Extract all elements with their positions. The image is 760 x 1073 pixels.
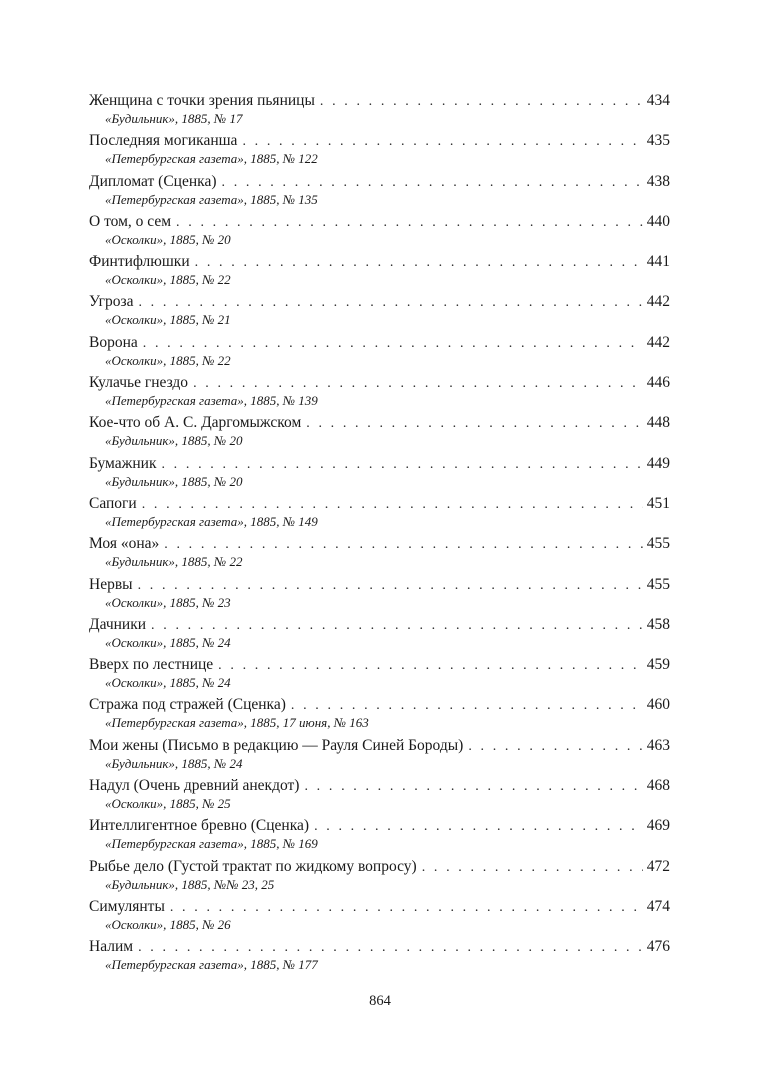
toc-entry-source: «Петербургская газета», 1885, № 122 (105, 151, 318, 167)
toc-entry (89, 615, 670, 655)
toc-entry-title: Ворона (89, 333, 138, 351)
toc-entry-title: Моя «она» (89, 535, 160, 553)
toc-entry (89, 776, 670, 816)
toc-entry-page: 442 (646, 293, 670, 311)
toc-entry-title: Угроза (89, 293, 134, 311)
dot-leader (151, 616, 643, 635)
toc-entry-title: Рыбье дело (Густой трактат по жидкому вопросу) (89, 857, 417, 875)
toc-entry-page: 460 (646, 696, 670, 714)
toc-entry-line (89, 615, 670, 635)
toc-entry-source: «Осколки», 1885, № 22 (105, 352, 231, 368)
dot-leader (222, 173, 643, 192)
dot-leader (138, 293, 642, 312)
toc-entry-page: 459 (646, 656, 670, 674)
toc-entry (89, 172, 670, 212)
toc-entry-line (89, 172, 670, 192)
toc-entry-line (89, 655, 670, 675)
toc-entry-page: 472 (646, 857, 670, 875)
toc-entry-source: «Будильник», 1885, № 24 (105, 755, 243, 771)
toc-entry-page: 434 (646, 92, 670, 109)
toc-entry-page: 469 (646, 817, 670, 835)
toc-entry (89, 937, 670, 977)
dot-leader (314, 817, 643, 836)
toc-entry-title: Стража под стражей (Сценка) (89, 696, 286, 714)
dot-leader (468, 737, 642, 756)
toc-entry-title: Дачники (89, 615, 147, 633)
toc-entry (89, 857, 670, 897)
toc-entry (89, 373, 670, 413)
toc-entry-page: 438 (646, 172, 670, 190)
toc-entry-line (89, 91, 670, 111)
table-of-contents (89, 91, 670, 978)
toc-entry (89, 494, 670, 534)
toc-entry-source: «Осколки», 1885, № 24 (105, 675, 231, 691)
toc-entry-page: 455 (646, 535, 670, 553)
dot-leader (422, 858, 643, 877)
toc-entry-page: 440 (646, 212, 670, 230)
toc-entry-title: Кое-что об А. С. Даргомыжском (89, 414, 302, 432)
toc-entry (89, 897, 670, 937)
toc-entry-line (89, 252, 670, 272)
toc-entry-page: 451 (646, 494, 670, 512)
toc-entry-title: Женщина с точки зрения пьяницы (89, 92, 315, 109)
dot-leader (138, 576, 643, 595)
toc-entry-source: «Петербургская газета», 1885, № 135 (105, 191, 318, 207)
toc-entry-title: Бумажник (89, 454, 157, 472)
toc-entry-page: 468 (646, 777, 670, 795)
toc-entry-page: 435 (646, 132, 670, 150)
toc-entry (89, 131, 670, 171)
toc-entry-page: 474 (646, 897, 670, 915)
toc-entry-source: «Будильник», 1885, № 20 (105, 473, 243, 489)
toc-entry-title: О том, о сем (89, 212, 172, 230)
toc-entry-title: Надул (Очень древний анекдот) (89, 777, 300, 795)
toc-entry-page: 446 (646, 374, 670, 392)
dot-leader (320, 92, 643, 111)
toc-entry-line (89, 816, 670, 836)
toc-entry (89, 575, 670, 615)
toc-entry (89, 534, 670, 574)
toc-entry-title: Мои жены (Письмо в редакцию — Рауля Синей Бороды) (89, 736, 464, 754)
toc-entry (89, 816, 670, 856)
toc-entry (89, 292, 670, 332)
toc-entry-page: 448 (646, 414, 670, 432)
toc-entry-title: Налим (89, 938, 134, 956)
toc-entry-source: «Осколки», 1885, № 23 (105, 594, 231, 610)
toc-entry-page: 455 (646, 575, 670, 593)
toc-entry (89, 212, 670, 252)
toc-entry-line (89, 776, 670, 796)
toc-entry (89, 413, 670, 453)
toc-entry-line (89, 131, 670, 151)
dot-leader (242, 132, 642, 151)
dot-leader (138, 938, 643, 957)
dot-leader (161, 455, 642, 474)
dot-leader (164, 535, 642, 554)
toc-entry-source: «Осколки», 1885, № 21 (105, 312, 231, 328)
toc-entry-line (89, 575, 670, 595)
toc-entry-title: Дипломат (Сценка) (89, 172, 217, 190)
toc-entry-line (89, 373, 670, 393)
toc-entry-source: «Петербургская газета», 1885, № 177 (105, 957, 318, 973)
dot-leader (218, 656, 643, 675)
toc-entry-title: Интеллигентное бревно (Сценка) (89, 817, 310, 835)
toc-entry-line (89, 937, 670, 957)
toc-entry-line (89, 413, 670, 433)
page-number: 864 (369, 993, 391, 1009)
dot-leader (142, 495, 643, 514)
toc-entry-source: «Петербургская газета», 1885, № 169 (105, 836, 318, 852)
toc-entry-source: «Осколки», 1885, № 25 (105, 796, 231, 812)
dot-leader (304, 777, 642, 796)
dot-leader (291, 696, 643, 715)
toc-entry-source: «Будильник», 1885, №№ 23, 25 (105, 876, 275, 892)
toc-entry-source: «Осколки», 1885, № 22 (105, 272, 231, 288)
dot-leader (193, 374, 643, 393)
toc-entry-title: Последняя могиканша (89, 132, 238, 150)
toc-entry-source: «Осколки», 1885, № 24 (105, 634, 231, 650)
toc-entry-line (89, 333, 670, 353)
toc-entry-line (89, 534, 670, 554)
toc-entry-title: Нервы (89, 575, 133, 593)
dot-leader (170, 898, 643, 917)
toc-entry-line (89, 695, 670, 715)
toc-entry (89, 252, 670, 292)
toc-entry-line (89, 292, 670, 312)
toc-entry-page: 476 (646, 938, 670, 956)
toc-entry-title: Финтифлюшки (89, 253, 190, 271)
dot-leader (306, 414, 643, 433)
toc-entry-source: «Осколки», 1885, № 26 (105, 916, 231, 932)
toc-entry (89, 695, 670, 735)
toc-entry-source: «Будильник», 1885, № 22 (105, 554, 243, 570)
toc-entry-source: «Петербургская газета», 1885, 17 июня, № 163 (105, 715, 369, 731)
toc-entry-line (89, 494, 670, 514)
toc-entry-title: Сапоги (89, 494, 137, 512)
toc-entry-source: «Петербургская газета», 1885, № 139 (105, 393, 318, 409)
toc-entry-source: «Будильник», 1885, № 20 (105, 433, 243, 449)
toc-entry-title: Вверх по лестнице (89, 656, 214, 674)
toc-entry-source: «Петербургская газета», 1885, № 149 (105, 513, 318, 529)
toc-entry-page: 463 (646, 736, 670, 754)
dot-leader (143, 334, 643, 353)
toc-entry-page: 442 (646, 333, 670, 351)
toc-entry (89, 454, 670, 494)
toc-entry-line (89, 857, 670, 877)
toc-entry (89, 655, 670, 695)
toc-entry-line (89, 897, 670, 917)
toc-entry-source: «Осколки», 1885, № 20 (105, 231, 231, 247)
toc-entry (89, 91, 670, 131)
dot-leader (195, 253, 643, 272)
toc-entry-line (89, 212, 670, 232)
toc-entry-source: «Будильник», 1885, № 17 (105, 111, 243, 126)
toc-entry-title: Симулянты (89, 897, 165, 915)
toc-entry-page: 449 (646, 454, 670, 472)
toc-entry (89, 333, 670, 373)
toc-entry-title: Кулачье гнездо (89, 374, 189, 392)
toc-entry-page: 458 (646, 615, 670, 633)
toc-entry-page: 441 (646, 253, 670, 271)
toc-entry-line (89, 454, 670, 474)
dot-leader (176, 213, 643, 232)
toc-entry (89, 736, 670, 776)
toc-entry-line (89, 736, 670, 756)
